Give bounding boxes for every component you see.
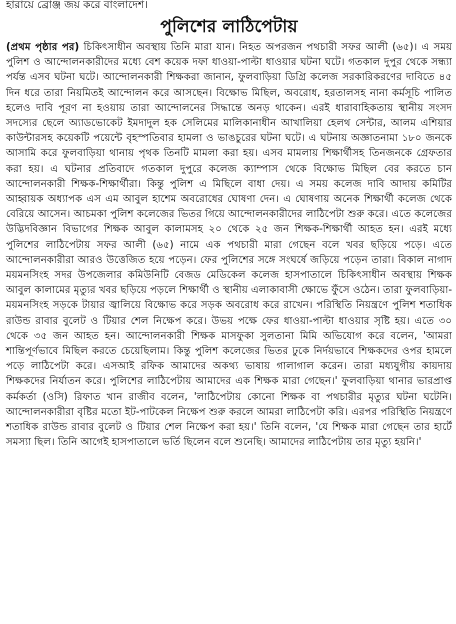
article-paragraph [6,40,452,450]
continuation-label: (প্রথম পৃষ্ঠার পর) [6,42,80,53]
article-body [6,40,452,450]
paragraph-text: চিকিৎসাধীন অবস্থায় তিনি মারা যান। নিহত অপরজন পথচারী সফর আলী (৬৫)। এ সময় পুলিশ ও আন্দোলনকারীদের মধ্যে বেশ কয়েক দফা ধাওয়া-পাল্টা ধাওয়ার ঘটনা ঘটে। গতকাল দুপুর থেকে সন্ধ্যা পর্যন্ত এসব ঘটনা ঘটে। আন্দোলনকারী শিক্ষকরা জানান, ফুলবাড়িয়া ডিগ্রি কলেজ সরকারিকরণের দাবিতে ৪৫ দিন ধরে তারা নিয়মিতই আন্দোলন করে আসছেন। বিক্ষোভ মিছিল, অবরোধ, হরতালসহ নানা কর্মসূচি পালিত হলেও দাবি পূরণ না হওয়ায় তারা আন্দোলনের সিদ্ধান্তে অনড় থাকেন। এরই ধারাবাহিকতায় স্থানীয় সংসদ সদস্যের ছেলে অ্যাডভোকেট ইমদাদুল হক সেলিমের মালিকানাধীন আখালিয়া হেলথ সেন্টার, আলম এশিয়ার কাউন্টারসহ কয়েকটি পয়েন্টে বৃহস্পতিবার হামলা ও ভাঙচুরের ঘটনা ঘটে। এ ঘটনায় অজ্ঞাতনামা ১৮০ জনকে আসামি করে ফুলবাড়িয়া থানায় পৃথক তিনটি মামলা করা হয়। এসব মামলায় শিক্ষার্থীসহ তিনজনকে গ্রেফতার করা হয়। এ ঘটনার প্রতিবাদে গতকাল দুপুরে কলেজ ক্যাম্পাস থেকে বিক্ষোভ মিছিল বের করতে চান আন্দোলনকারী শিক্ষক-শিক্ষার্থীরা। কিন্তু পুলিশ এ মিছিলে বাধা দেয়। এ সময় কলেজ দাবি আদায় কমিটির আহ্বায়ক অধ্যাপক এস এম আবুল হাশেম অবরোধের ঘোষণা দেন। এ ঘোষণায় অনেক শিক্ষার্থী কলেজ থেকে বেরিয়ে আসেন। আচমকা পুলিশ কলেজের ভিতর গিয়ে আন্দোলনকারীদের লাঠিপেটা শুরু করে। এতে কলেজের উদ্ভিদবিজ্ঞান বিভাগের শিক্ষক আবুল কালামসহ ২০ থেকে ২৫ জন শিক্ষক-শিক্ষার্থী আহত হন। এরই মধ্যে পুলিশের লাঠিপেটায় সফর আলী (৬৫) নামে এক পথচারী মারা গেছেন বলে খবর ছড়িয়ে পড়ে। এতে আন্দোলনকারীরা আরও উত্তেজিত হয়ে পড়েন। ফের পুলিশের সঙ্গে সংঘর্ষে জড়িয়ে পড়েন তারা। বিকাল নাগাদ ময়মনসিংহ সদর উপজেলার কমিউনিটি বেজড মেডিকেল কলেজ হাসপাতালে চিকিৎসাধীন অবস্থায় শিক্ষক আবুল কালামের মৃত্যুর খবর ছড়িয়ে পড়লে শিক্ষার্থী ও স্থানীয় এলাকাবাসী ক্ষোভে ফুঁসে ওঠেন। তারা ফুলবাড়িয়া-ময়মনসিংহ সড়কে টায়ার জ্বালিয়ে বিক্ষোভ করে সড়ক অবরোধ করে রাখেন। পরিস্থিতি নিয়ন্ত্রণে পুলিশ শতাধিক রাউন্ড রাবার বুলেট ও টিয়ার শেল নিক্ষেপ করে। উভয় পক্ষে ফের ধাওয়া-পাল্টা ধাওয়ার সৃষ্টি হয়। এতে ৩০ থেকে ৩৫ জন আহত হন। আন্দোলনকারী শিক্ষক মাসফুকা সুলতানা মিমি অভিযোগ করে বলেন, 'আমরা শান্তিপূর্ণভাবে মিছিল করতে চেয়েছিলাম। কিন্তু পুলিশ কলেজের ভিতর ঢুকে নির্দয়ভাবে শিক্ষকদের ওপর হামলে পড়ে লাঠিপেটা করে। এসআই রফিক আমাদের অকথ্য ভাষায় গালাগাল করেন। তারা মধ্যযুগীয় কায়দায় শিক্ষকদের নির্যাতন করে। পুলিশের লাঠিপেটায় আমাদের এক শিক্ষক মারা গেছেন।' ফুলবাড়িয়া থানার ভারপ্রাপ্ত কর্মকর্তা (ওসি) রিফাত খান রাজীব বলেন, 'লাঠিপেটায় কোনো শিক্ষক বা পথচারীর মৃত্যুর ঘটনা ঘটেনি। আন্দোলনকারীরা বৃষ্টির মতো ইট-পাটকেল নিক্ষেপ শুরু করলে আমরা লাঠিপেটা করি। এরপর পরিস্থিতি নিয়ন্ত্রণে শতাধিক রাউন্ড রাবার বুলেট ও টিয়ার শেল নিক্ষেপ করা হয়।' তিনি বলেন, 'যে শিক্ষক মারা গেছেন তার হার্টে সমস্যা ছিল। তিনি আগেই হাসপাতালে ভর্তি ছিলেন বলে শুনেছি। আমাদের লাঠিপেটায় তার মৃত্যু হয়নি।' [6,42,452,449]
previous-article-fragment: হারায়ে ব্রোঞ্জ জয় করে বাংলাদেশ। [6,0,148,11]
article-headline: পুলিশের লাঠিপেটায় [160,17,298,37]
